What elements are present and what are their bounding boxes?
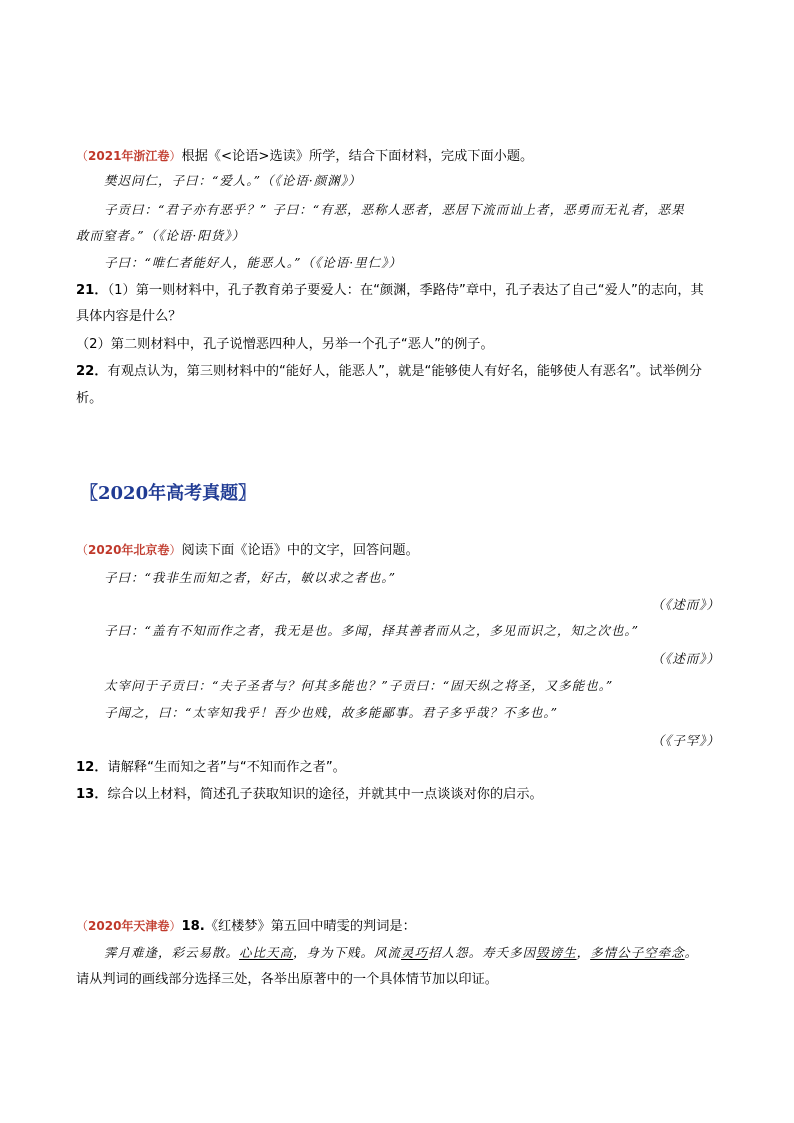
block3-header: （2020年天津卷）18.《红楼梦》第五回中晴雯的判词是：: [76, 919, 416, 934]
block2-source: 2020年北京卷: [88, 543, 170, 557]
question-18-text: 《红楼梦》第五回中晴雯的判词是：: [204, 919, 416, 934]
poem-underline-3: 毁谤生: [536, 945, 577, 960]
question-12-text: 请解释“生而知之者”与“不知而作之者”。: [107, 760, 346, 775]
question-13-number: 13．: [76, 787, 108, 802]
question-22: [76, 363, 702, 381]
block1-intro: 根据《<论语>选读》所学，结合下面材料，完成下面小题。: [181, 149, 534, 164]
poem-part-3: 招人怨。寿夭多因: [428, 945, 537, 960]
question-22-cont: 析。: [76, 391, 103, 406]
block2-quote-2: 子曰：“盖有不知而作之者，我无是也。多闻，择其善者而从之，多见而识之，知之次也。”: [104, 623, 640, 638]
poem-part-5: 。: [684, 945, 699, 960]
question-21-part2: （2）第二则材料中，孔子说憎恶四种人，另举一个孔子“恶人”的例子。: [76, 337, 494, 352]
block3-source: 2020年天津卷: [88, 919, 170, 933]
block2-cite-1: （《述而》）: [651, 597, 720, 612]
block1-quote-2: 子贡曰：“君子亦有恶乎？” 子曰：“有恶，恶称人恶者，恶居下流而讪上者，恶勇而无礼者，恶果: [104, 202, 685, 217]
question-13: [76, 786, 543, 804]
block1-quote-1: 樊迟问仁，子曰：“爱人。”（《论语·颜渊》）: [104, 173, 362, 188]
block1-header: （2021年浙江卷）根据《<论语>选读》所学，结合下面材料，完成下面小题。: [76, 149, 534, 164]
question-13-text: 综合以上材料，简述孔子获取知识的途径，并就其中一点谈谈对你的启示。: [107, 787, 543, 802]
question-21-part1-cont: 具体内容是什么？: [76, 309, 182, 324]
block2-cite-3: （《子罕》）: [651, 733, 720, 748]
section-title: 〖2020年高考真题〗: [80, 483, 257, 504]
question-21-number: 21．: [76, 283, 108, 298]
poem-underline-2: 灵巧: [401, 945, 429, 960]
question-12-number: 12．: [76, 760, 108, 775]
block2-intro: 阅读下面《论语》中的文字，回答问题。: [181, 543, 419, 558]
block2-quote-4: 子闻之，曰：“太宰知我乎！吾少也贱，故多能鄙事。君子多乎哉？不多也。”: [104, 705, 559, 720]
block2-cite-2: （《述而》）: [651, 651, 720, 666]
block1-quote-2-cont: 敢而窒者。”（《论语·阳货》）: [76, 228, 246, 243]
block2-quote-3: 太宰问于子贡曰：“夫子圣者与？何其多能也？”子贡曰：“固天纵之将圣，又多能也。”: [104, 678, 614, 693]
question-21: [76, 282, 704, 300]
block3-poem: [104, 944, 698, 962]
block2-header: （2020年北京卷）阅读下面《论语》中的文字，回答问题。: [76, 543, 419, 558]
poem-underline-4: 多情公子空牵念: [590, 945, 685, 960]
poem-underline-1: 心比天高: [239, 945, 294, 960]
block1-quote-3: 子曰：“唯仁者能好人，能恶人。”（《论语·里仁》）: [104, 255, 403, 270]
block1-source: 2021年浙江卷: [88, 149, 170, 163]
block3-task: 请从判词的画线部分选择三处，各举出原著中的一个具体情节加以印证。: [76, 972, 498, 987]
poem-part-4: ，: [576, 945, 591, 960]
question-18-number: 18.: [181, 919, 205, 934]
question-12: [76, 759, 346, 777]
block2-quote-1: 子曰：“我非生而知之者，好古，敏以求之者也。”: [104, 570, 397, 585]
question-22-number: 22．: [76, 364, 108, 379]
question-21-part1: （1）第一则材料中，孔子教育弟子要爱人：在“颜渊，季路侍”章中，孔子表达了自己“爱人”的志向，其: [107, 283, 704, 298]
poem-part-2: ，身为下贱。风流: [293, 945, 402, 960]
question-22-text: 有观点认为，第三则材料中的“能好人，能恶人”，就是“能够使人有好名，能够使人有恶名”。试举例分: [107, 364, 702, 379]
poem-part-1: 霁月难逢，彩云易散。: [104, 945, 240, 960]
